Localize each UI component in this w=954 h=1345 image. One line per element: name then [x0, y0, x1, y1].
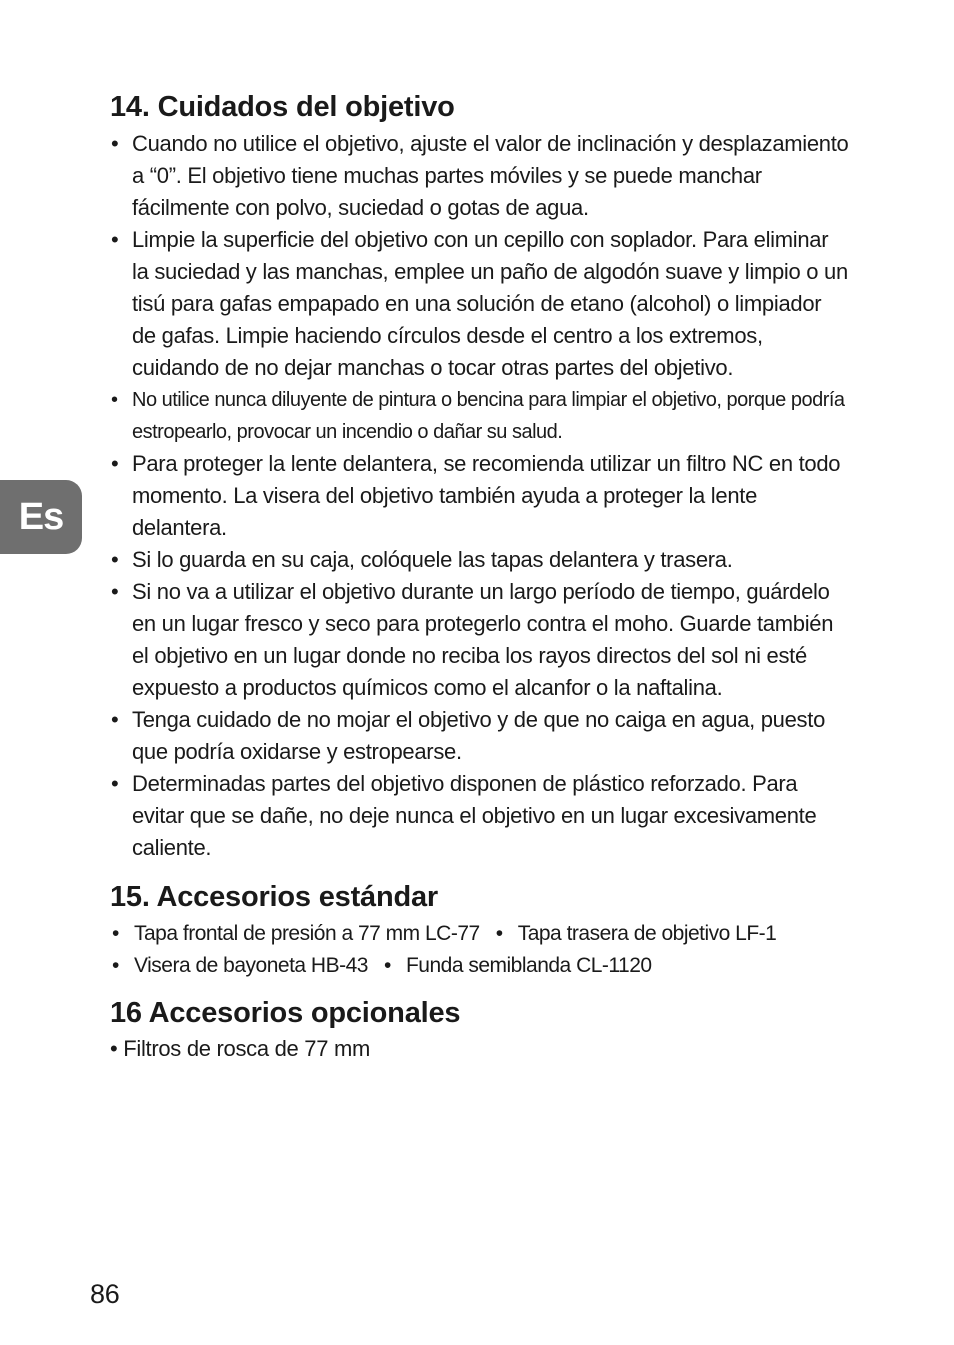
list-item: • Determinadas partes del objetivo disponen de plástico reforzado. Para evitar que se dañe, no deje nunca el objetivo en un lugar excesivamente caliente.: [110, 768, 850, 864]
list-item: • Si lo guarda en su caja, colóquele las tapas delantera y trasera.: [110, 544, 850, 576]
section-optional-accessories: [110, 992, 850, 1064]
list-item: • Para proteger la lente delantera, se recomienda utilizar un filtro NC en todo momento. La visera del objetivo también ayuda a proteger la lente delantera.: [110, 448, 850, 544]
list-item: • Cuando no utilice el objetivo, ajuste el valor de inclinación y desplazamiento a “0”. El objetivo tiene muchas partes móviles y se puede manchar fácilmente con polvo, suciedad o gotas de agua.: [110, 128, 850, 224]
section-lens-care: [110, 86, 850, 864]
list-item: • Tenga cuidado de no mojar el objetivo y de que no caiga en agua, puesto que podría oxidarse y estropearse.: [110, 704, 850, 768]
section-title: 15. Accesorios estándar: [110, 881, 438, 913]
page-number: 86: [90, 1279, 120, 1309]
accessory-row: [110, 950, 850, 982]
accessory-item: • Tapa frontal de presión a 77 mm LC-77: [110, 918, 480, 950]
language-tab: Es: [0, 480, 82, 554]
list-item: • Si no va a utilizar el objetivo durante un largo período de tiempo, guárdelo en un lugar fresco y seco para protegerlo contra el moho. Guarde también el objetivo en un lugar donde no reciba los rayos directos del sol ni esté expuesto a productos químicos como el alcanfor o la naftalina.: [110, 576, 850, 704]
accessory-item: • Visera de bayoneta HB-43: [110, 950, 368, 982]
section-title: 16 Accesorios opcionales: [110, 997, 461, 1029]
section-standard-accessories: [110, 876, 850, 982]
accessory-item: • Tapa trasera de objetivo LF-1: [494, 918, 777, 950]
accessory-item: • Filtros de rosca de 77 mm: [110, 1036, 371, 1061]
bullet-list: [110, 128, 850, 864]
section-title: 14. Cuidados del objetivo: [110, 91, 455, 123]
page-content: [110, 86, 850, 1064]
list-item: • No utilice nunca diluyente de pintura o bencina para limpiar el objetivo, porque podría estropearlo, provocar un incendio o dañar su salud.: [110, 384, 850, 448]
accessory-item: • Funda semiblanda CL-1120: [382, 950, 652, 982]
accessory-row: [110, 918, 850, 950]
list-item: • Limpie la superficie del objetivo con un cepillo con soplador. Para eliminar la suciedad y las manchas, emplee un paño de algodón suave y limpio o un tisú para gafas empapado en una solución de etano (alcohol) o limpiador de gafas. Limpie haciendo círculos desde el centro a los extremos, cuidando de no dejar manchas o tocar otras partes del objetivo.: [110, 224, 850, 384]
